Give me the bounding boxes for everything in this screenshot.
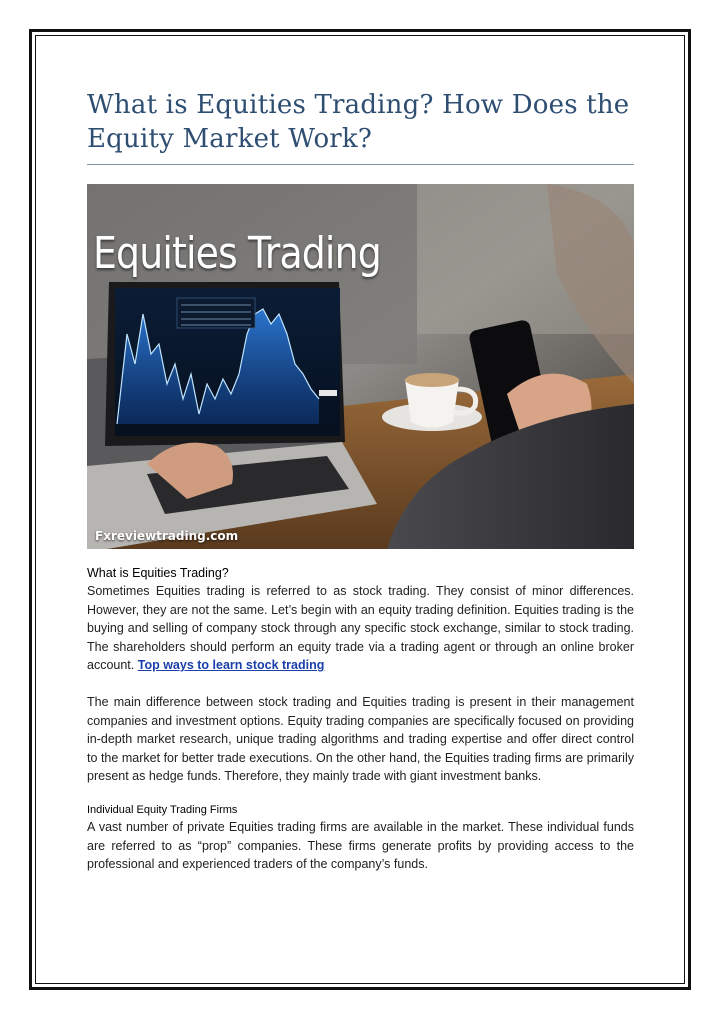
section-heading-what-is: What is Equities Trading? — [87, 566, 229, 580]
hero-image — [87, 184, 634, 549]
paragraph-definition — [87, 582, 634, 675]
section-heading-individual-firms: Individual Equity Trading Firms — [87, 803, 238, 816]
article — [87, 88, 634, 874]
learn-stock-trading-link[interactable]: Top ways to learn stock trading — [137, 658, 325, 673]
paragraph-definition-text: Sometimes Equities trading is referred to as stock trading. They consist of minor differences. However, they are not the same. Let’s begin with an equity trading definition. Equities trading is the buying and selling of company stock through any specific stock exchange, similar to stock trading. The shareholders should perform an equity trade via a trading agent or through an online broker account. — [87, 584, 634, 673]
hero-watermark: Fxreviewtrading.com — [95, 529, 239, 543]
page-title: What is Equities Trading? How Does the Equity Market Work? — [87, 90, 630, 154]
paragraph-prop-firms: A vast number of private Equities trading firms are available in the market. These individual funds are referred to as “prop” companies. These firms generate profits by providing access to the professional and experienced traders of the company’s funds. — [87, 819, 634, 872]
hero-overlay-title: Equities Trading — [93, 228, 381, 279]
title-divider — [87, 164, 634, 165]
paragraph-difference: The main difference between stock trading and Equities trading is present in their management companies and investment options. Equity trading companies are specifically focused on providing in-depth market research, unique trading algorithms and trading expertise and offer direct control to the market for better trade executions. On the other hand, the Equities trading firms are primarily present as hedge funds. Therefore, they mainly trade with giant investment banks. — [87, 694, 634, 784]
